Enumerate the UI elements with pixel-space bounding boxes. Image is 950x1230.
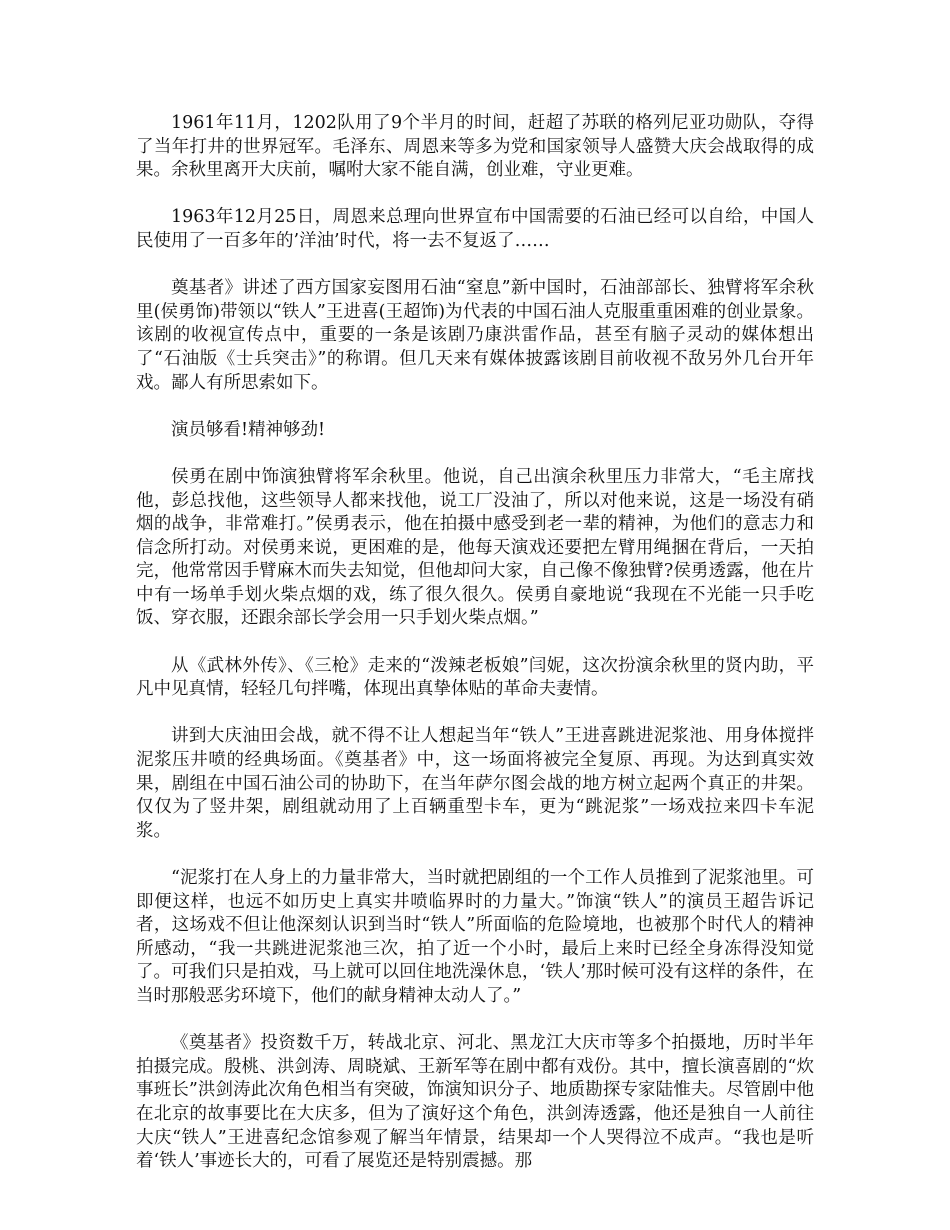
paragraph-2: 1963年12月25日，周恩来总理向世界宣布中国需要的石油已经可以自给，中国人民使用了一百多年的’洋油’时代，将一去不复返了…… [136,207,814,251]
paragraph-3: 奠基者》讲述了西方国家妄图用石油“窒息”新中国时，石油部部长、独臂将军余秋里(侯勇饰)带领以“铁人”王进喜(王超饰)为代表的中国石油人克服重重困难的创业景象。该剧的收视宣传点中，重要的一条是该剧乃康洪雷作品，甚至有脑子灵动的媒体想出了“石油版《士兵突击》”的称谓。但几天来有媒体披露该剧目前收视不敌另外几台开年戏。鄙人有所思索如下。 [136,278,814,393]
paragraph-8: “泥浆打在人身上的力量非常大，当时就把剧组的一个工作人员推到了泥浆池里。可即便这样，也远不如历史上真实井喷临界时的力量大。”饰演“铁人”的演员王超告诉记者，这场戏不但让他深刻认识到当时“铁人”所面临的危险境地，也被那个时代人的精神所感动，“我一共跳进泥浆池三次，拍了近一个小时，最后上来时已经全身冻得没知觉了。可我们只是拍戏，马上就可以回住地洗澡休息，‘铁人’那时候可没有这样的条件，在当时那般恶劣环境下，他们的献身精神太动人了。” [136,868,814,1006]
article-body [136,112,814,1174]
paragraph-9: 《奠基者》投资数千万，转战北京、河北、黑龙江大庆市等多个拍摄地，历时半年拍摄完成。殷桃、洪剑涛、周晓斌、王新军等在剧中都有戏份。其中，擅长演喜剧的“炊事班长”洪剑涛此次角色相当有突破，饰演知识分子、地质勘探专家陆惟夫。尽管剧中他在北京的故事要比在大庆多，但为了演好这个角色，洪剑涛透露，他还是独自一人前往大庆“铁人”王进喜纪念馆参观了解当年情景，结果却一个人哭得泣不成声。“我也是听着‘铁人’事迹长大的，可看了展览还是特别震撼。那 [136,1033,814,1172]
paragraph-1: 1961年11月，1202队用了9个半月的时间，赶超了苏联的格列尼亚功勋队，夺得了当年打井的世界冠军。毛泽东、周恩来等多为党和国家领导人盛赞大庆会战取得的成果。余秋里离开大庆前，嘱咐大家不能自满，创业难，守业更难。 [136,113,814,181]
paragraph-5: 侯勇在剧中饰演独臂将军余秋里。他说，自己出演余秋里压力非常大，“毛主席找他，彭总找他，这些领导人都来找他，说工厂没油了，所以对他来说，这是一场没有硝烟的战争，非常难打。”侯勇表示，他在拍摄中感受到老一辈的精神，为他们的意志力和信念所打动。对侯勇来说，更困难的是，他每天演戏还要把左臂用绳捆在背后，一天拍完，他常常因手臂麻木而失去知觉，但他却问大家，自己像不像独臂?侯勇透露，他在片中有一场单手划火柴点烟的戏，练了很久很久。侯勇自豪地说“我现在不光能一只手吃饭、穿衣服，还跟余部长学会用一只手划火柴点烟。” [136,466,814,629]
paragraph-6: 从《武林外传》、《三枪》走来的“泼辣老板娘”闫妮，这次扮演余秋里的贤内助，平凡中见真情，轻轻几句拌嘴，体现出真挚体贴的革命夫妻情。 [136,655,814,700]
section-heading: 演员够看!精神够劲! [171,419,326,440]
paragraph-7: 讲到大庆油田会战，就不得不让人想起当年“铁人”王进喜跳进泥浆池、用身体搅拌泥浆压井喷的经典场面。《奠基者》中，这一场面将被完全复原、再现。为达到真实效果，剧组在中国石油公司的协助下，在当年萨尔图会战的地方树立起两个真正的井架。仅仅为了竖井架，剧组就动用了上百辆重型卡车，更为“跳泥浆”一场戏拉来四卡车泥浆。 [136,726,814,841]
